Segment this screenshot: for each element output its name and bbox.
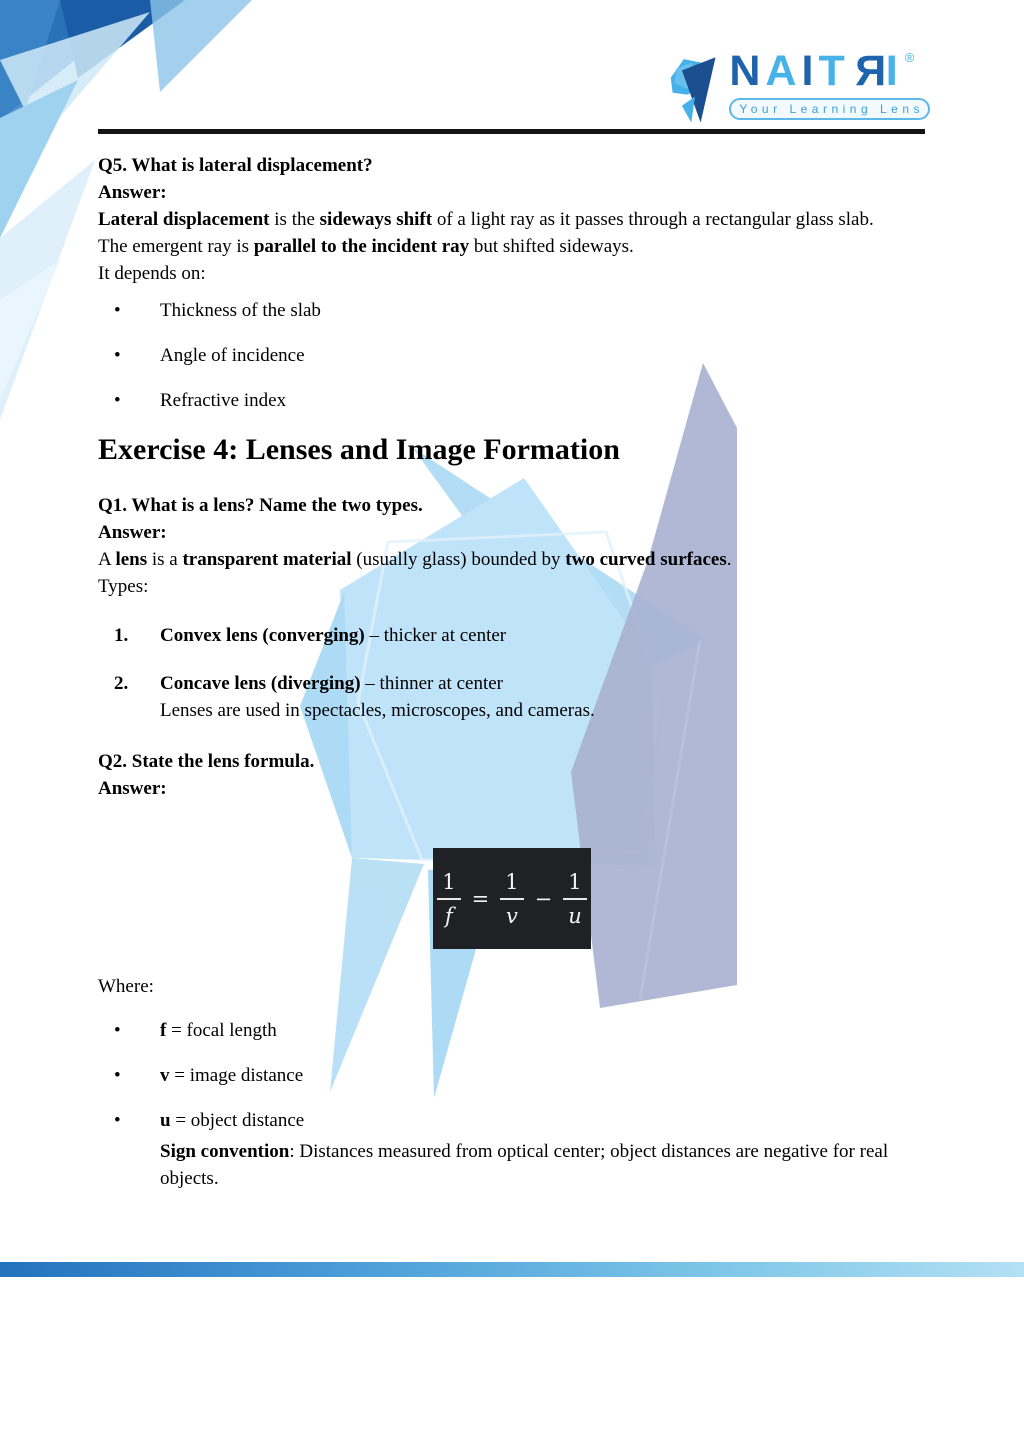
list-item xyxy=(98,297,925,324)
header-divider xyxy=(98,129,925,134)
list-item xyxy=(98,622,925,649)
lens-formula-image xyxy=(433,848,591,949)
list-item xyxy=(98,1017,925,1044)
list-item xyxy=(98,1107,925,1134)
formula-terms-list xyxy=(98,1017,925,1134)
q5-paragraph-2: The emergent ray is parallel to the incident ray but shifted sideways. xyxy=(98,236,634,257)
list-item xyxy=(98,342,925,369)
lens-types-list xyxy=(98,622,925,724)
list-number: 1. xyxy=(114,625,129,646)
fraction-one-over-v xyxy=(500,870,523,928)
list-item-rich-text: Concave lens (diverging) – thinner at center xyxy=(160,673,503,694)
list-item xyxy=(98,387,925,414)
list-item-text: v = image distance xyxy=(160,1065,304,1086)
fraction-one-over-f xyxy=(437,870,460,928)
section-title: Exercise 4: Lenses and Image Formation xyxy=(98,433,620,466)
fraction-denominator: u xyxy=(563,898,587,928)
minus-sign: − xyxy=(534,886,553,911)
fraction-numerator: 1 xyxy=(505,869,519,894)
q1-answer-label: Answer: xyxy=(98,522,167,543)
list-item-extra-text: Lenses are used in spectacles, microscopes, and cameras. xyxy=(160,700,595,721)
document-content xyxy=(98,152,925,1192)
bullet-icon: • xyxy=(114,1020,121,1041)
q2-answer-label: Answer: xyxy=(98,778,167,799)
fraction-denominator: v xyxy=(500,898,523,928)
list-item-text: Thickness of the slab xyxy=(160,300,321,321)
q5-answer-label: Answer: xyxy=(98,182,167,203)
q5-paragraph-1: Lateral displacement is the sideways shift of a light ray as it passes through a rectangular glass slab. xyxy=(98,209,874,230)
q1-question: Q1. What is a lens? Name the two types. xyxy=(98,495,423,516)
logo-tagline: Your Learning Lens xyxy=(729,98,930,120)
list-item-text: u = object distance xyxy=(160,1110,305,1131)
logo-text-block xyxy=(729,47,930,120)
list-item xyxy=(98,670,925,724)
where-label: Where: xyxy=(98,976,154,997)
q2-question: Q2. State the lens formula. xyxy=(98,751,315,772)
list-item-text: Convex lens (converging) – thicker at center xyxy=(160,625,507,646)
bullet-icon: • xyxy=(114,390,121,411)
list-item-text: f = focal length xyxy=(160,1020,277,1041)
bullet-icon: • xyxy=(114,1110,121,1131)
fraction-numerator: 1 xyxy=(568,869,582,894)
brand-wordmark: NAITRI xyxy=(729,47,903,95)
fraction-numerator: 1 xyxy=(442,869,456,894)
list-item-text: Angle of incidence xyxy=(160,345,305,366)
list-item-text xyxy=(160,670,595,724)
q1-paragraph-1: A lens is a transparent material (usually glass) bounded by two curved surfaces. xyxy=(98,549,732,570)
sign-convention-paragraph: Sign convention: Distances measured from optical center; object distances are negative for real objects. xyxy=(160,1141,889,1189)
list-item xyxy=(98,1062,925,1089)
bullet-icon: • xyxy=(114,300,121,321)
list-number: 2. xyxy=(114,673,129,694)
naitri-logo xyxy=(667,47,930,128)
bullet-icon: • xyxy=(114,1065,121,1086)
equals-sign: = xyxy=(471,886,490,911)
q5-paragraph-3: It depends on: xyxy=(98,263,206,284)
naitri-logo-icon xyxy=(667,50,723,128)
list-item-text: Refractive index xyxy=(160,390,287,411)
q5-question: Q5. What is lateral displacement? xyxy=(98,155,373,176)
footer-accent-bar xyxy=(0,1262,1024,1277)
bullet-icon: • xyxy=(114,345,121,366)
fraction-one-over-u xyxy=(563,870,587,928)
q1-types-label: Types: xyxy=(98,576,149,597)
registered-trademark-icon: ® xyxy=(904,50,915,65)
q5-bullet-list xyxy=(98,297,925,414)
fraction-denominator: f xyxy=(437,898,460,928)
